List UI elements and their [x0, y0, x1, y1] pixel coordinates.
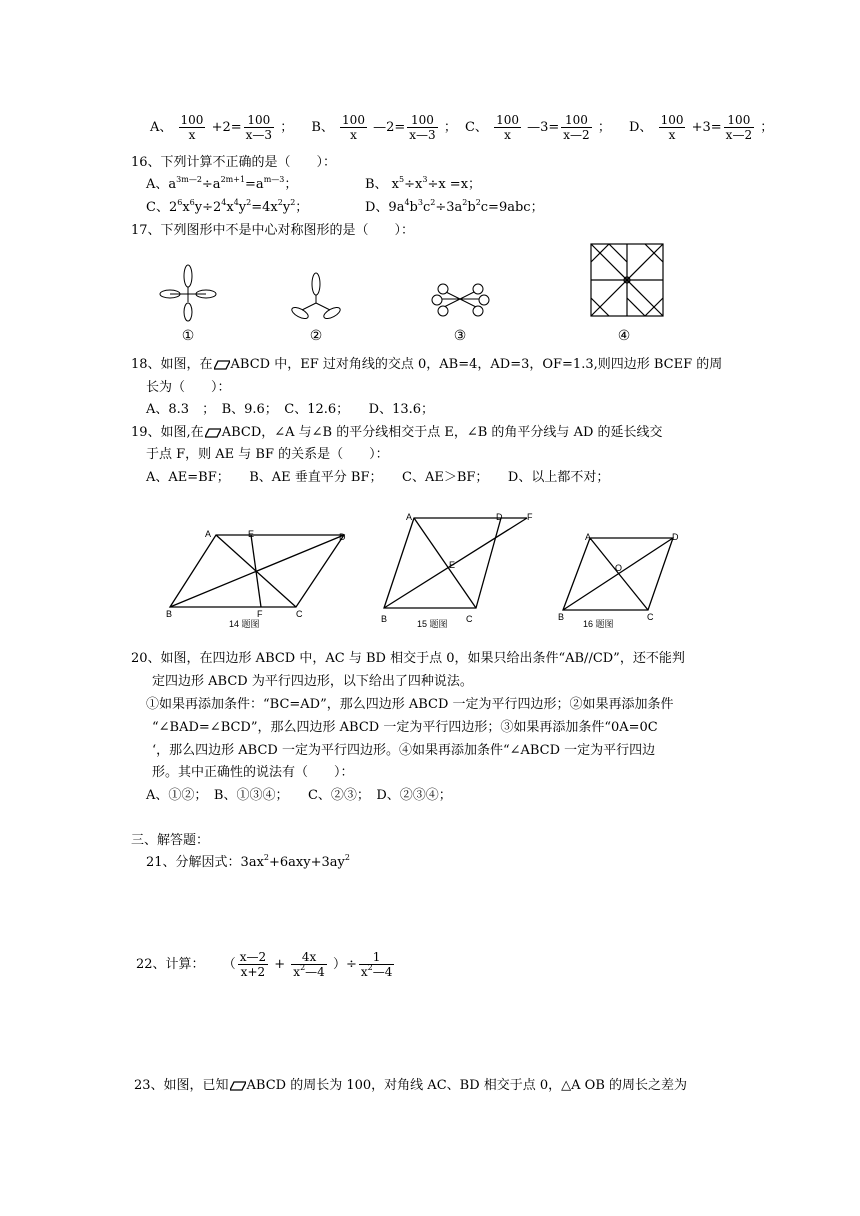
- denominator: x+2: [240, 965, 266, 979]
- text: x: [293, 965, 301, 979]
- text: b: [409, 200, 418, 215]
- exponent: 2: [367, 963, 373, 972]
- q18-line2: 长为（ ）：: [146, 380, 231, 395]
- fraction: [561, 113, 591, 142]
- option-label: A、: [150, 120, 173, 135]
- diagonal-bd: [170, 535, 344, 607]
- circle: [473, 284, 483, 294]
- exponent: 2: [263, 853, 269, 862]
- numerator: 100: [407, 113, 437, 128]
- denominator: x—3: [245, 128, 273, 142]
- paren: （: [222, 957, 236, 972]
- fig15-caption: 15 题图: [417, 619, 448, 629]
- text: x: [226, 200, 234, 215]
- text: ；: [284, 177, 298, 192]
- fig16-label-b: B: [558, 612, 565, 622]
- figure-six-circles: [432, 284, 489, 316]
- parallelogram-icon: [205, 428, 221, 436]
- text: y÷2: [194, 200, 222, 215]
- petal: [184, 303, 192, 321]
- question-label: 22、计算：: [136, 957, 205, 972]
- text: ÷x: [404, 177, 423, 192]
- numerator: 100: [342, 113, 365, 127]
- operator: +: [274, 957, 286, 972]
- exponent: 2: [462, 198, 468, 207]
- text: D、9a: [365, 200, 405, 215]
- figure-15: [384, 518, 527, 608]
- fraction: [407, 113, 437, 142]
- text: 23、如图，已知: [134, 1078, 229, 1093]
- fraction: [659, 113, 686, 142]
- q20-line4: “∠BAD=∠BCD”，那么四边形 ABCD 一定为平行四边形；③如果再添加条件“0A=0C: [152, 720, 658, 735]
- line: [627, 298, 645, 316]
- exponent: 2: [290, 198, 296, 207]
- exponent: 2m+1: [220, 175, 246, 184]
- petal: [312, 273, 320, 295]
- circle: [438, 284, 448, 294]
- fraction: [291, 950, 327, 979]
- fig15-label-c: C: [466, 614, 473, 624]
- text: ABCD 中，EF 过对角线的交点 0，AB=4，AD=3，OF=1.3,则四边形 BCEF 的周: [230, 357, 723, 372]
- text: 19、如图,在: [131, 425, 204, 440]
- exponent: 2: [300, 963, 306, 972]
- figure-label-3: ③: [453, 327, 467, 343]
- numerator: 100: [180, 113, 204, 127]
- option-label: D、: [628, 120, 653, 135]
- numerator: 100: [244, 113, 274, 128]
- circle: [438, 306, 448, 316]
- fig16-label-o: O: [615, 563, 623, 573]
- figure-label-1: ①: [181, 327, 195, 343]
- text: c: [422, 200, 431, 215]
- fraction: [238, 950, 268, 979]
- circle: [432, 295, 442, 305]
- segment-ef: [251, 535, 261, 607]
- operator: —2=: [373, 120, 406, 135]
- q20-line5: ‘，那么四边形 ABCD 一定为平行四边形。④如果再添加条件“∠ABCD 一定为平行四边: [152, 743, 656, 758]
- fig16-caption: 16 题图: [583, 619, 614, 629]
- text: C、2: [146, 200, 178, 215]
- separator: ；: [760, 120, 774, 135]
- figure-label-2: ②: [309, 327, 323, 343]
- fig14-label-f: F: [257, 609, 263, 619]
- exponent: 3: [422, 175, 428, 184]
- exponent: 6: [177, 198, 183, 207]
- q17-figures: [0, 240, 860, 345]
- text: x: [182, 200, 190, 215]
- petal: [184, 265, 192, 287]
- q18-line1: [131, 356, 722, 374]
- q16-option-d: [365, 199, 544, 217]
- text: y: [282, 200, 291, 215]
- q19-options: A、AE=BF； B、AE 垂直平分 BF； C、AE＞BF； D、以上都不对；: [146, 470, 610, 485]
- fig14-label-c: C: [296, 609, 303, 619]
- numerator: 100: [561, 113, 591, 128]
- q20-line3: ①如果再添加条件：“BC=AD”，那么四边形 ABCD 一定为平行四边形；②如果再添加条件: [146, 697, 674, 712]
- stem: [316, 303, 330, 310]
- exponent: 2: [475, 198, 481, 207]
- exponent: 4: [404, 198, 410, 207]
- text: =a: [245, 177, 264, 192]
- fig15-label-e: E: [449, 560, 456, 570]
- numerator: 4x: [291, 950, 327, 965]
- fig15-label-a: A: [406, 512, 413, 522]
- q20-line1: 20、如图，在四边形 ABCD 中，AC 与 BD 相交于点 0，如果只给出条件“AB//CD”，还不能判: [131, 651, 685, 666]
- parallelogram: [384, 518, 501, 608]
- angle-bisector-b: [384, 518, 527, 608]
- text: 21、分解因式：3ax: [146, 855, 264, 870]
- q16-stem: 16、下列计算不正确的是（ ）：: [131, 155, 337, 170]
- denominator: x: [188, 128, 196, 142]
- figure-pinwheel: [591, 244, 663, 316]
- operator: +2=: [211, 120, 242, 135]
- text: —4: [372, 965, 393, 979]
- separator: ；: [280, 120, 294, 135]
- figure-label-4: ④: [617, 327, 631, 343]
- q15-option-c: [464, 113, 615, 142]
- exponent: 4: [221, 198, 227, 207]
- exponent: 2: [277, 198, 283, 207]
- angle-bisector-a: [414, 518, 476, 608]
- text: 18、如图，在: [131, 357, 213, 372]
- text: ABCD，∠A 与∠B 的平分线相交于点 E，∠B 的角平分线与 AD 的延长线交: [221, 425, 663, 440]
- exponent: 3m—2: [176, 175, 202, 184]
- exponent: 6: [189, 198, 195, 207]
- q21: [146, 854, 350, 872]
- exponent: m—3: [263, 175, 285, 184]
- text: b: [467, 200, 476, 215]
- fraction: [494, 113, 521, 142]
- text: ÷3a: [435, 200, 463, 215]
- circle: [479, 295, 489, 305]
- denominator: x: [668, 128, 676, 142]
- option-label: C、: [464, 120, 488, 135]
- exponent: 2: [246, 198, 252, 207]
- q19-line2: 于点 F，则 AE 与 BF 的关系是（ ）：: [146, 447, 389, 462]
- text: +6axy+3ay: [269, 855, 345, 870]
- fig15-label-f: F: [527, 512, 533, 522]
- numerator: 1: [359, 950, 395, 965]
- geometry-figures: [0, 500, 860, 635]
- text: ÷a: [201, 177, 221, 192]
- section3-title: 三、解答题：: [131, 833, 210, 848]
- text: ÷x =x；: [427, 177, 482, 192]
- numerator: 100: [724, 113, 754, 128]
- denominator: x—3: [409, 128, 436, 142]
- q20-options: A、①②； B、①③④； C、②③； D、②③④；: [146, 788, 452, 803]
- separator: ；: [443, 120, 457, 135]
- denominator: x: [504, 128, 511, 142]
- parallelogram-icon: [230, 1081, 246, 1089]
- text: =4x: [251, 200, 278, 215]
- fraction: [359, 950, 395, 979]
- fig16-label-c: C: [647, 612, 654, 622]
- q23: [134, 1077, 687, 1095]
- figure-16: [563, 538, 673, 610]
- denominator: [291, 965, 327, 979]
- line: [609, 244, 627, 262]
- q20-line2: 定四边形 ABCD 为平行四边形，以下给出了四种说法。: [152, 674, 473, 689]
- fig16-label-d: D: [672, 532, 679, 542]
- q15-options: [150, 108, 773, 148]
- operator: +3=: [691, 120, 722, 135]
- fraction: [244, 113, 274, 142]
- q15-option-d: [628, 113, 774, 142]
- numerator: 100: [660, 113, 684, 127]
- fraction: [340, 113, 367, 142]
- parallelogram-icon: [214, 360, 230, 368]
- fig14-label-d: D: [339, 532, 346, 542]
- text: c=9abc；: [480, 200, 544, 215]
- operator: —3=: [527, 120, 560, 135]
- q20-line6: 形。其中正确性的说法有（ ）：: [152, 765, 354, 780]
- operator: ）÷: [332, 957, 357, 972]
- text: A、a: [146, 177, 177, 192]
- text: y: [238, 200, 247, 215]
- denominator: x—2: [563, 128, 590, 142]
- fraction: [179, 113, 206, 142]
- exponent: 2: [430, 198, 436, 207]
- fig15-label-d: D: [496, 512, 503, 522]
- fig16-label-a: A: [585, 532, 592, 542]
- fig14-label-a: A: [205, 529, 212, 539]
- q17-stem: 17、下列图形中不是中心对称图形的是（ ）：: [131, 223, 415, 238]
- separator: ；: [597, 120, 611, 135]
- fig14-caption: 14 题图: [229, 619, 260, 629]
- text: B、 x: [365, 177, 400, 192]
- q15-option-b: [311, 113, 461, 142]
- exponent: 3: [417, 198, 423, 207]
- q19-line1: [131, 424, 663, 442]
- exponent: 2: [344, 853, 350, 862]
- numerator: 100: [496, 113, 519, 127]
- figure-14: [170, 535, 344, 607]
- option-label: B、: [311, 120, 334, 135]
- denominator: [359, 965, 395, 979]
- figure-four-petals: [160, 265, 216, 321]
- fig14-label-e: E: [248, 529, 255, 539]
- q18-options: A、8.3 ； B、9.6； C、12.6； D、13.6；: [146, 402, 435, 417]
- denominator: x: [350, 128, 357, 142]
- stem: [302, 303, 316, 310]
- exponent: 4: [233, 198, 239, 207]
- fig15-label-b: B: [381, 614, 388, 624]
- text: ABCD 的周长为 100，对角线 AC、BD 相交于点 0，△A OB 的周长之差为: [246, 1078, 688, 1093]
- text: x: [360, 965, 368, 979]
- fig14-label-b: B: [166, 609, 173, 619]
- figure-three-petals: [290, 273, 342, 321]
- diagonal-bd: [563, 538, 673, 610]
- fraction: [724, 113, 754, 142]
- circle: [473, 306, 483, 316]
- q22: [136, 945, 396, 985]
- text: —4: [305, 965, 325, 979]
- q16-option-a: [146, 176, 297, 194]
- numerator: x—2: [239, 950, 267, 964]
- q16-option-c: [146, 199, 308, 217]
- denominator: x—2: [725, 128, 753, 142]
- exponent: 5: [399, 175, 405, 184]
- q15-option-a: [150, 113, 297, 142]
- q16-option-b: [365, 176, 481, 194]
- text: ；: [295, 200, 309, 215]
